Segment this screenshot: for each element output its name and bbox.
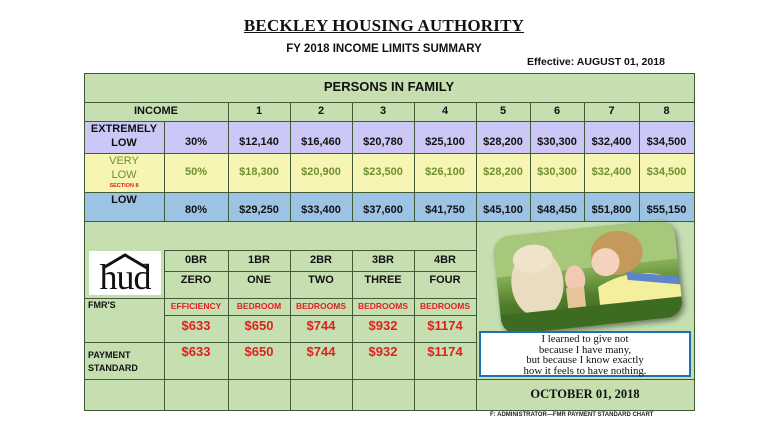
- payment-label-line2: STANDARD: [88, 362, 138, 373]
- quote-line: but because I know exactly: [526, 354, 644, 366]
- quote-line: I learned to give not: [541, 333, 629, 345]
- value-cell: $28,200: [476, 121, 530, 153]
- fmr-value: $744: [306, 318, 336, 333]
- fmr-label: FMR'S: [88, 300, 116, 310]
- quote-box: [479, 331, 691, 377]
- value-cell: $30,300: [530, 153, 584, 192]
- bedroom-word: THREE: [364, 274, 402, 286]
- payment-value: $633: [181, 344, 211, 359]
- value-cell: $41,750: [414, 192, 476, 221]
- fmr-value: $932: [368, 318, 398, 333]
- bedroom-word: TWO: [308, 274, 334, 286]
- payment-value: $744: [306, 344, 336, 359]
- value-cell: $34,500: [639, 121, 694, 153]
- row-label-line1: EXTREMELY: [90, 123, 158, 136]
- value-cell: $20,900: [290, 153, 352, 192]
- row-label-line2: LOW: [111, 137, 137, 149]
- persons-header-1: 1: [228, 102, 290, 121]
- value-cell: $33,400: [290, 192, 352, 221]
- persons-in-family-banner: PERSONS IN FAMILY: [84, 73, 694, 102]
- persons-header-2: 2: [290, 102, 352, 121]
- value-cell: $32,400: [584, 153, 639, 192]
- value-cell: $51,800: [584, 192, 639, 221]
- section-8-note: SECTION 8: [109, 182, 139, 189]
- persons-header-5: 5: [476, 102, 530, 121]
- bedroom-word: FOUR: [429, 274, 461, 286]
- percent-30: 30%: [164, 121, 228, 153]
- value-cell: $16,460: [290, 121, 352, 153]
- bedroom-type: BEDROOMS: [357, 301, 409, 312]
- persons-header-8: 8: [639, 102, 694, 121]
- page-subtitle: FY 2018 INCOME LIMITS SUMMARY: [286, 43, 482, 55]
- value-cell: $23,500: [352, 153, 414, 192]
- payment-value: $650: [244, 344, 274, 359]
- bedroom-type: BEDROOM: [236, 301, 282, 312]
- row-label-extremely-low: [84, 121, 164, 153]
- payment-standard-label: [84, 342, 164, 379]
- girl-puppy-photo: [492, 219, 683, 335]
- value-cell: $45,100: [476, 192, 530, 221]
- value-cell: $18,300: [228, 153, 290, 192]
- october-date: OCTOBER 01, 2018: [530, 386, 640, 401]
- row-label-very-low: [84, 153, 164, 192]
- bedroom-word: ONE: [247, 274, 271, 286]
- value-cell: $12,140: [228, 121, 290, 153]
- bedroom-code: 1BR: [247, 253, 270, 266]
- hud-logo: [89, 251, 161, 295]
- value-cell: $37,600: [352, 192, 414, 221]
- bedroom-code: 0BR: [184, 253, 207, 266]
- effective-date: Effective: AUGUST 01, 2018: [527, 56, 665, 68]
- quote-line: how it feels to have nothing.: [523, 364, 647, 377]
- bedroom-code: 3BR: [371, 253, 394, 266]
- bedroom-type: BEDROOMS: [295, 301, 347, 312]
- row-label-low: LOW: [84, 192, 164, 221]
- bedroom-code: 4BR: [433, 253, 456, 266]
- value-cell: $32,400: [584, 121, 639, 153]
- income-header: INCOME: [84, 102, 228, 121]
- fmr-value: $1174: [427, 318, 463, 333]
- value-cell: $25,100: [414, 121, 476, 153]
- bedroom-code: 2BR: [309, 253, 332, 266]
- value-cell: $26,100: [414, 153, 476, 192]
- percent-80: 80%: [164, 192, 228, 221]
- persons-header-6: 6: [530, 102, 584, 121]
- fmr-value: $650: [244, 318, 274, 333]
- bedroom-word: ZERO: [180, 274, 212, 286]
- fmr-value: $633: [181, 318, 211, 333]
- value-cell: $28,200: [476, 153, 530, 192]
- photo-illustration: [492, 219, 683, 335]
- persons-header-3: 3: [352, 102, 414, 121]
- footer-note: F: ADMINISTRATOR—FMR PAYMENT STANDARD CHART: [490, 412, 654, 418]
- row-label-line1: VERY: [109, 155, 139, 168]
- hud-logo-text: hud: [99, 257, 151, 297]
- bedroom-type: EFFICIENCY: [170, 301, 222, 312]
- value-cell: $48,450: [530, 192, 584, 221]
- payment-label-line1: PAYMENT: [88, 349, 131, 360]
- value-cell: $20,780: [352, 121, 414, 153]
- payment-value: $1174: [427, 344, 463, 359]
- value-cell: $55,150: [639, 192, 694, 221]
- persons-header-4: 4: [414, 102, 476, 121]
- quote-line: because I have many,: [538, 343, 632, 356]
- bedroom-type: BEDROOMS: [419, 301, 471, 312]
- percent-50: 50%: [164, 153, 228, 192]
- row-label-line2: LOW: [111, 169, 137, 181]
- value-cell: $34,500: [639, 153, 694, 192]
- payment-value: $932: [368, 344, 398, 359]
- page-title: BECKLEY HOUSING AUTHORITY: [243, 16, 525, 35]
- value-cell: $29,250: [228, 192, 290, 221]
- value-cell: $30,300: [530, 121, 584, 153]
- persons-header-7: 7: [584, 102, 639, 121]
